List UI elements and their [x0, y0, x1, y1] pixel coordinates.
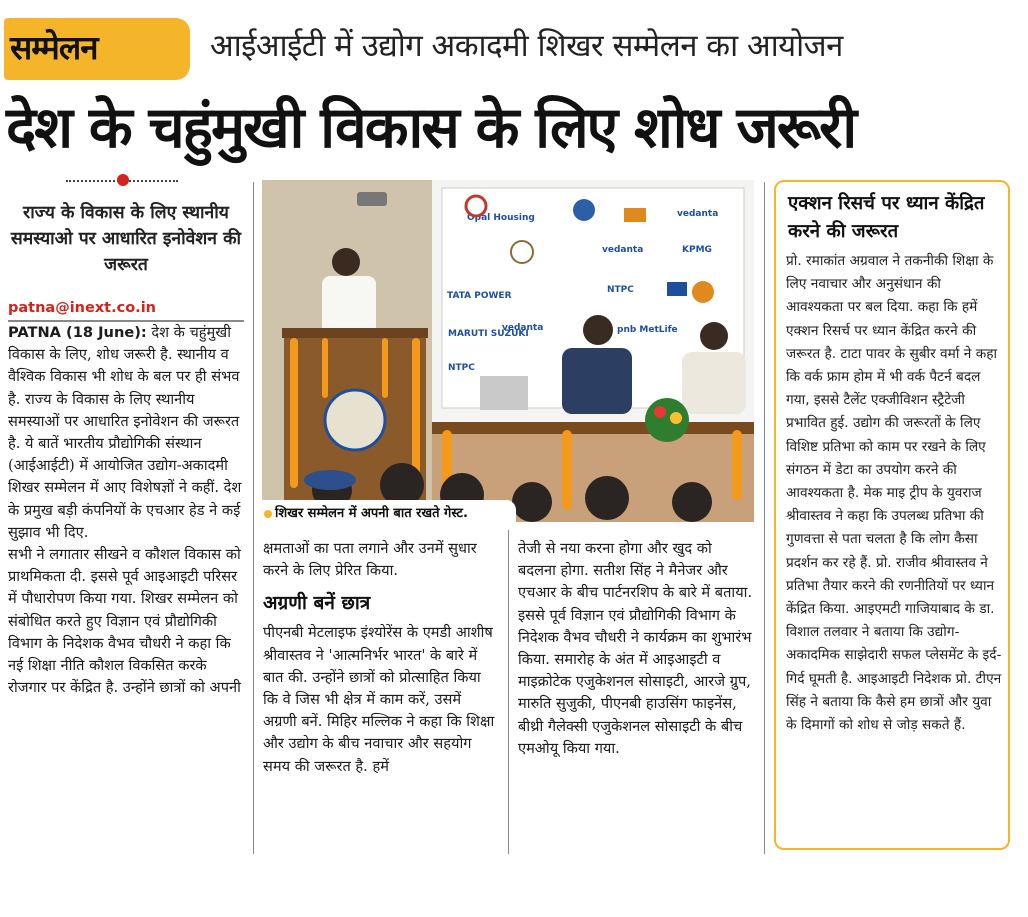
- column-divider: [508, 530, 509, 854]
- sponsor-logo: pnb MetLife: [617, 325, 678, 335]
- event-photo: [262, 180, 754, 522]
- article-column-3: [518, 538, 754, 760]
- sponsor-logo: NTPC: [448, 363, 475, 373]
- subheadline: आईआईटी में उद्योग अकादमी शिखर सम्मेलन का आयोजन: [210, 28, 843, 64]
- column-divider: [764, 182, 765, 854]
- article-column-2: [263, 538, 499, 778]
- email-link[interactable]: patna@inext.co.in: [8, 300, 156, 316]
- sponsor-logo: Opal Housing: [467, 213, 535, 223]
- dateline: PATNA (18 June):: [8, 324, 147, 341]
- paragraph: [8, 322, 246, 544]
- sponsor-logo: vedanta: [602, 245, 644, 255]
- photo-caption-text: शिखर सम्मेलन में अपनी बात रखते गेस्ट.: [275, 506, 468, 521]
- deck-subheadline: राज्य के विकास के लिए स्थानीय समस्याओ पर आधारित इनोवेशन की जरूरत: [10, 203, 242, 275]
- paragraph: क्षमताओं का पता लगाने और उनमें सुधार करने के लिए प्रेरित किया.: [263, 540, 477, 580]
- section-subheading: अग्रणी बनें छात्र: [263, 592, 371, 615]
- article-column-1: [8, 322, 246, 699]
- kicker-label: सम्मेलन: [10, 28, 98, 67]
- decorative-red-dot: [117, 174, 129, 186]
- paragraph: तेजी से नया करना होगा और खुद को बदलना होगा. सतीश सिंह ने मैनेजर और एचआर के बीच पार्टनरशिप के बारे में बताया. इससे पूर्व विज्ञान एवं प्रौद्योगिकी विभाग के निदेशक वैभव चौधरी ने कार्यक्रम का शुभारंभ किया. समारोह के अंत में आइआइटी व माइक्रोटेक एजुकेशनल सोसाइटी, आरजे ग्रुप, मारुति सुजुकी, पीएनबी हाउसिंग फाइनेंस, बीथ्री गैलेक्सी एजुकेशनल सोसाइटी के बीच एमओयू किया गया.: [518, 540, 753, 757]
- sponsor-logo: vedanta: [502, 323, 544, 333]
- photo-caption: [264, 503, 468, 521]
- sponsor-logo: KPMG: [682, 245, 712, 255]
- event-photo-illustration: [262, 180, 754, 522]
- sponsor-logo: vedanta: [677, 209, 719, 219]
- paragraph: सभी ने लगातार सीखने व कौशल विकास को प्राथमिकता दी. इससे पूर्व आइआइटी परिसर में पौधारोपण किया गया. शिखर सम्मेलन को संबोधित करते हुए विज्ञान एवं प्रौद्योगिकी विभाग के निदेशक वैभव चौधरी ने कहा कि नई शिक्षा नीति कौशल विकसित करके रोजगार पर केंद्रित है. उन्होंने छात्रों को अपनी: [8, 546, 241, 697]
- sponsor-logo: TATA POWER: [447, 291, 512, 301]
- paragraph-text: देश के चहुंमुखी विकास के लिए, शोध जरूरी है. स्थानीय व वैश्विक विकास भी शोध के बल पर ही संभव है. राज्य के विकास के लिए स्थानीय समस्याओं पर आधारित इनोवेशन की जरूरत है. ये बातें भारतीय प्रौद्योगिकी संस्थान (आईआईटी) में आयोजित उद्योग-अकादमी शिखर सम्मेलन में आए विशेषज्ञों ने कहीं. देश के प्रमुख बड़ी कंपनियों के एचआर हेड ने कई सुझाव भी दिए.: [8, 324, 242, 541]
- headline: देश के चहुंमुखी विकास के लिए शोध जरूरी: [6, 95, 856, 161]
- sponsor-logo: MARUTI SUZUKI: [448, 329, 529, 339]
- caption-bullet: [264, 510, 272, 518]
- sidebar-body: प्रो. रमाकांत अग्रवाल ने तकनीकी शिक्षा के लिए नवाचार और अनुसंधान की आवश्यकता पर बल दिया. कहा कि हमें एक्शन रिसर्च पर ध्यान केंद्रित करने की जरूरत है. टाटा पावर के सुबीर वर्मा ने कहा कि वर्क फ्राम होम में भी वर्क पैटर्न बदल गया, इससे टैलेंट एक्जीविशन स्ट्रैटेजी प्रभावित हुई. उद्योग की जरूरतों के लिए विशिष्ट प्रतिभा को काम पर रखने के लिए संगठन में डेटा का उपयोग करने की आवश्यकता है. मेक माइ ट्रीप के युवराज श्रीवास्तव ने कहा कि उपलब्ध प्रतिभा की गुणवत्ता से पता चलता है कि लोग कैसा प्रदर्शन कर रहे हैं. प्रो. राजीव श्रीवास्तव ने प्रतिभा तैयार करने की रणनीतियों पर ध्यान केंद्रित किया. आइएमटी गाजियाबाद के डा. विशाल तलवार ने बताया कि उद्योग-अकादमिक साझेदारी सफल प्लेसमेंट के इर्द-गिर्द घूमती है. आइआइटी निदेशक प्रो. टीएन सिंह ने बताया कि कैसे हम छात्रों और युवा के दिमागों को शोध से जोड़ सकते हैं.: [786, 253, 1002, 734]
- column-divider: [253, 182, 254, 854]
- sidebar-title: एक्शन रिसर्च पर ध्यान केंद्रित करने की जरूरत: [788, 193, 985, 242]
- sponsor-logo: NTPC: [607, 285, 634, 295]
- paragraph: पीएनबी मेटलाइफ इंश्योरेंस के एमडी आशीष श्रीवास्तव ने 'आत्मनिर्भर भारत' के बारे में बात की. उन्होंने छात्रों को प्रोत्साहित किया कि वे जिस भी क्षेत्र में काम करें, उसमें अग्रणी बनें. मिहिर मल्लिक ने कहा कि शिक्षा और उद्योग के बीच नवाचार और सहयोग समय की जरूरत है. हमें: [263, 624, 495, 775]
